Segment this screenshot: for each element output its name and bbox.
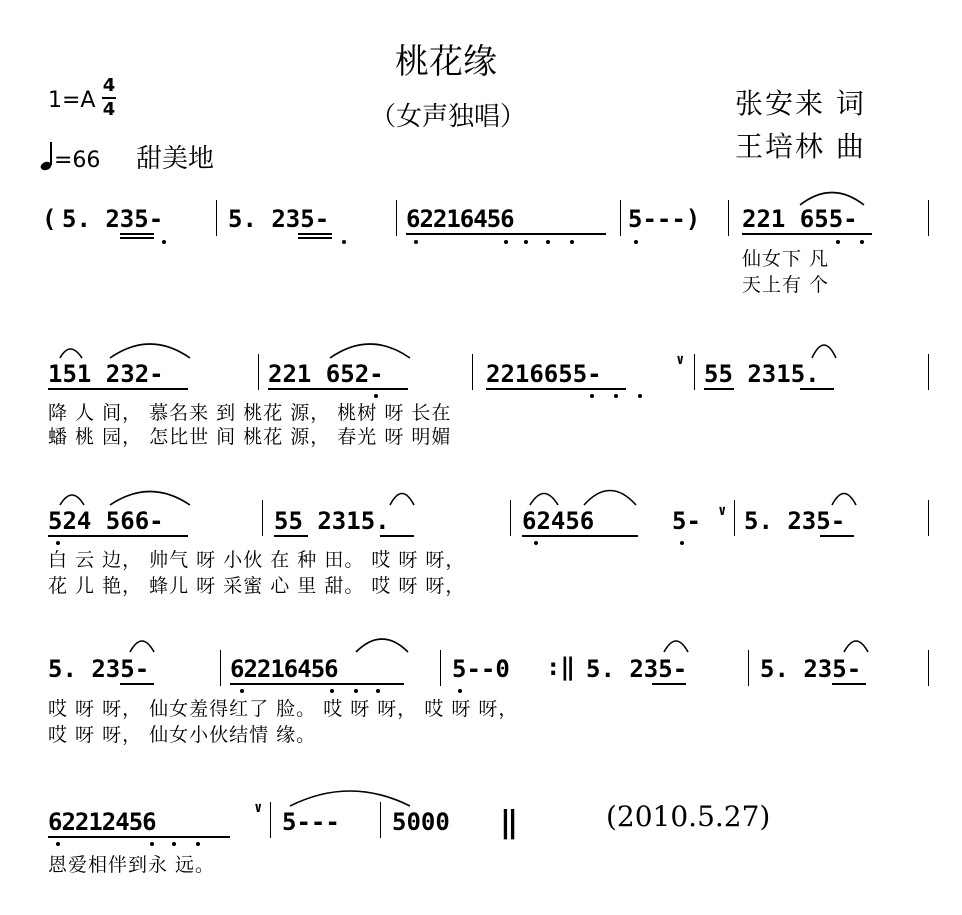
measure: 55 2315. [274, 507, 390, 535]
measure: 5. 235- [586, 655, 688, 683]
song-subtitle: （女声独唱） [370, 102, 527, 132]
slur [832, 494, 856, 506]
measure: 5. 235- [744, 507, 846, 535]
measure: 221 652- [268, 360, 384, 388]
expression-mark: 甜美地 [136, 144, 215, 174]
measure: 151 232- [48, 360, 164, 388]
measure: 221 655- [742, 205, 858, 233]
lyric-verse-2: 哎 呀 呀， 仙女小伙结情 缘。 [48, 724, 317, 746]
slur [330, 344, 410, 358]
measure: 5--0 [452, 655, 510, 683]
slur [130, 641, 154, 652]
measure: 5000 [392, 808, 450, 836]
slur [60, 349, 82, 358]
slur [844, 641, 868, 652]
lyric-verse-1: 降 人 间， 慕名来 到 桃花 源， 桃树 呀 长在 [48, 402, 452, 424]
lyric-verse-2: 蟠 桃 园， 怎比世 间 桃花 源， 春光 呀 明媚 [48, 426, 452, 448]
measure: 524 566- [48, 507, 164, 535]
final-bar: ‖ [500, 805, 519, 840]
slur [110, 492, 190, 506]
lyricist-credit: 张安来 词 [735, 87, 866, 120]
breath-mark: ∨ [676, 352, 685, 368]
slur [812, 345, 836, 358]
slur [664, 641, 688, 652]
lyric-verse-1: 仙女下 凡 [742, 248, 830, 270]
measure: 2216655- [486, 360, 602, 388]
repeat-end-bar: :‖ [546, 653, 575, 681]
slur [800, 193, 864, 206]
measure: 5. 235- [48, 655, 150, 683]
slur [584, 491, 636, 506]
slur [290, 791, 410, 806]
measure: 5. 235- [228, 205, 330, 233]
slur [60, 495, 84, 505]
slur [110, 344, 190, 358]
measure: 55 2315. [704, 360, 820, 388]
time-denominator: 4 [102, 99, 116, 120]
measure: 5---) [628, 205, 701, 233]
breath-mark: ∨ [254, 800, 263, 816]
measure: 62216456 [406, 205, 514, 233]
breath-mark: ∨ [718, 503, 727, 519]
measure: 62212456 [48, 808, 156, 836]
measure: 5. 235- [62, 205, 164, 233]
slur [390, 494, 414, 506]
key-signature: 1=A [48, 88, 96, 113]
measure: 5--- [282, 808, 340, 836]
measure: 62456 [522, 507, 595, 535]
measure: 5. 235- [760, 655, 862, 683]
lyric-verse-1: 哎 呀 呀， 仙女羞得红了 脸。 哎 呀 呀， 哎 呀 呀， [48, 698, 519, 720]
lyric-verse-1: 恩爱相伴到永 远。 [48, 854, 216, 876]
slur [530, 494, 558, 506]
lyric-verse-2: 天上有 个 [742, 274, 830, 296]
slur [356, 639, 408, 652]
song-title: 桃花缘 [395, 42, 497, 82]
time-numerator: 4 [102, 75, 116, 96]
lyric-verse-2: 花 儿 艳， 蜂儿 呀 采蜜 心 里 甜。 哎 呀 呀， [48, 575, 466, 597]
lyric-verse-1: 白 云 边， 帅气 呀 小伙 在 种 田。 哎 呀 呀， [48, 549, 466, 571]
composition-date: (2010.5.27) [606, 800, 771, 833]
composer-credit: 王培林 曲 [735, 130, 866, 163]
measure: 62216456 [230, 655, 338, 683]
tempo-value: =66 [54, 148, 101, 173]
intro-open-paren: ( [42, 205, 57, 233]
measure: 5- [672, 507, 701, 535]
